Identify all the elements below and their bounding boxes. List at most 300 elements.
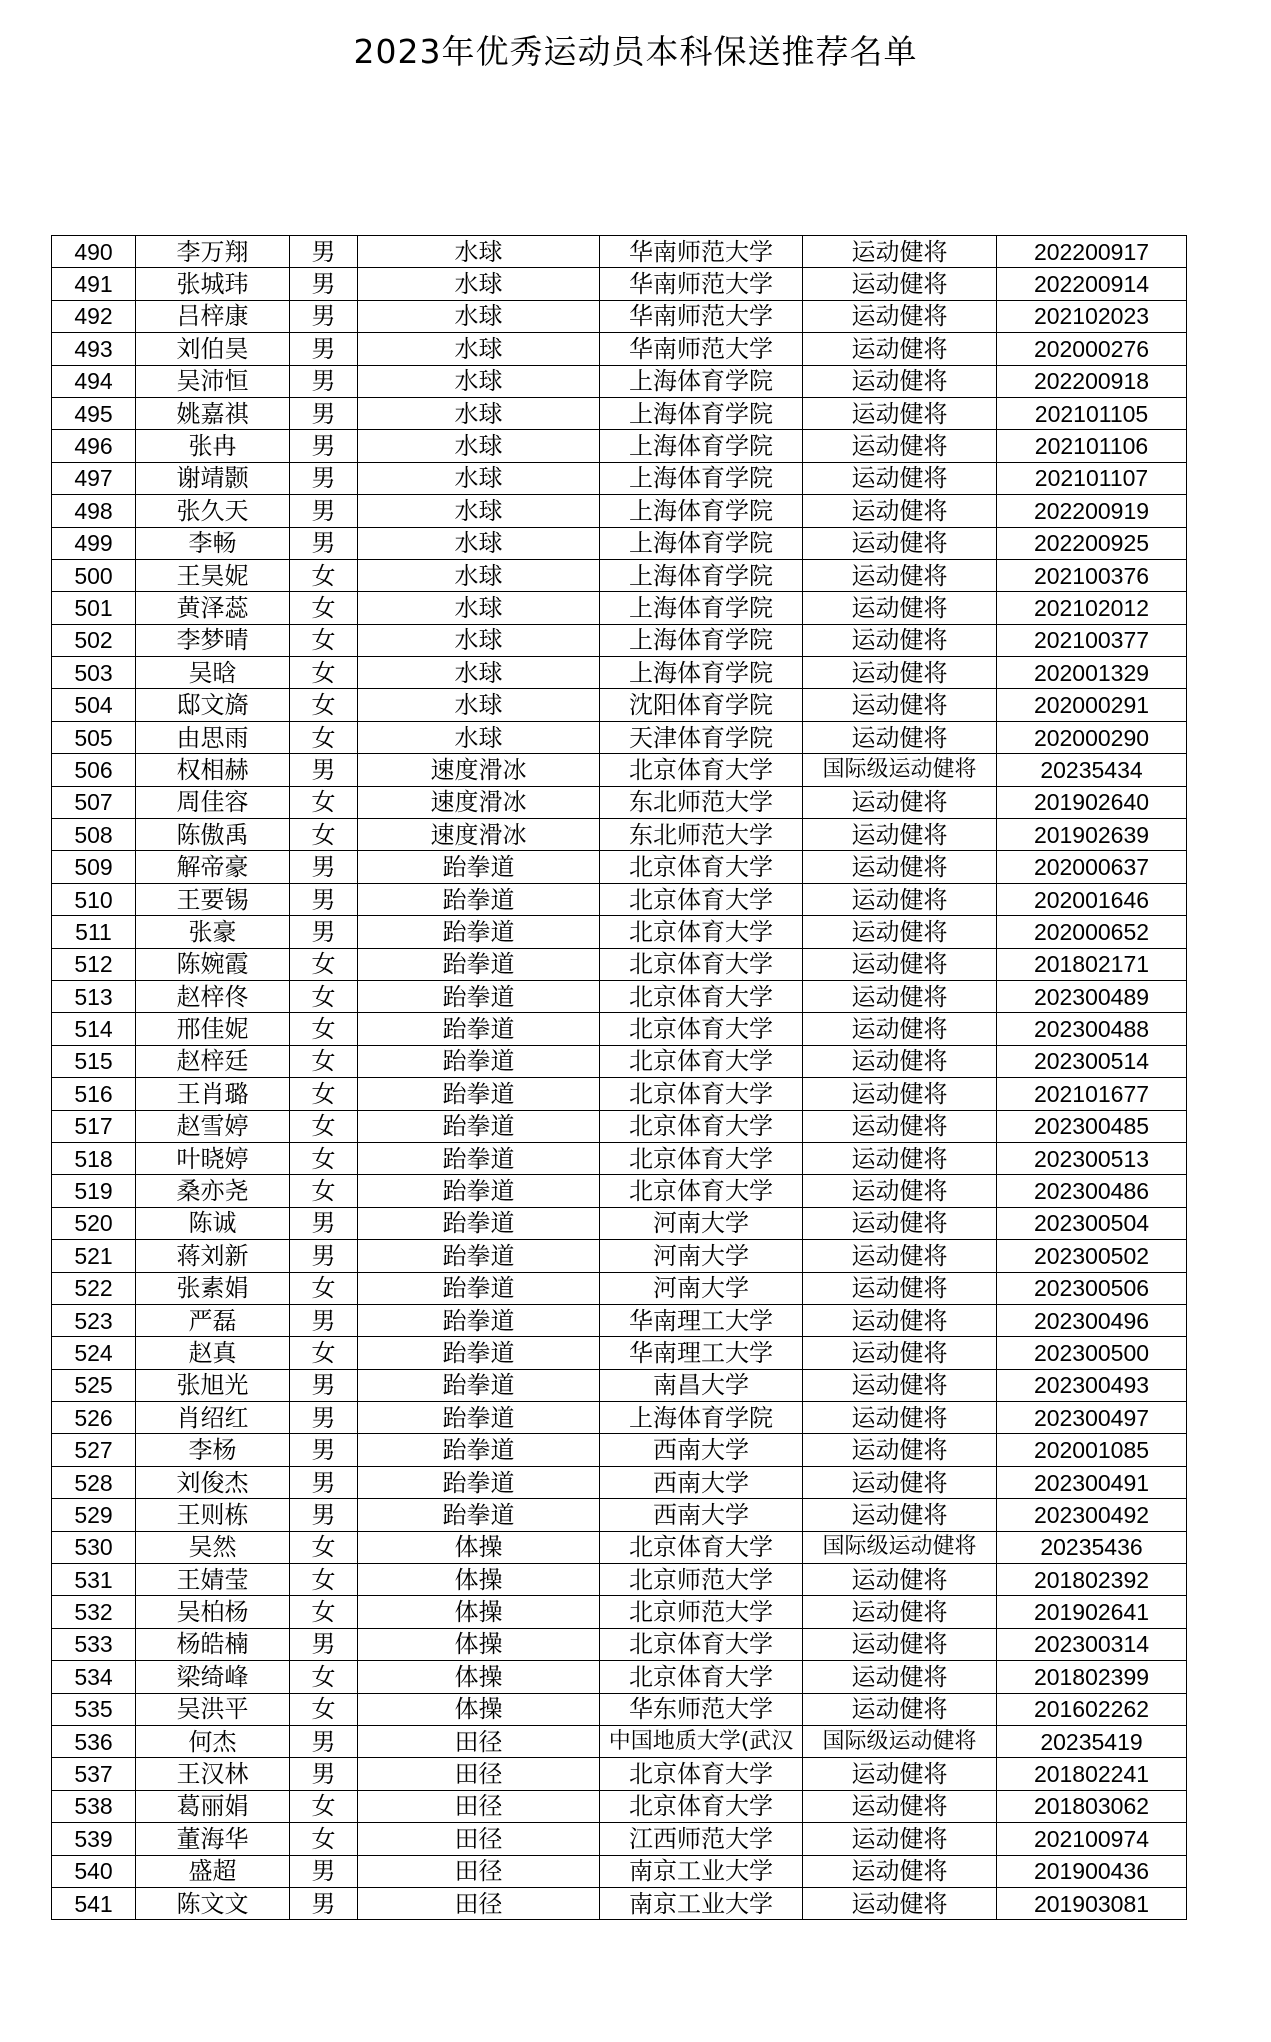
table-row	[52, 397, 1187, 429]
name-cell: 桑亦尧	[136, 1175, 290, 1207]
gender-cell: 男	[290, 1304, 358, 1336]
sport-cell: 体操	[358, 1628, 600, 1660]
sport-cell: 跆拳道	[358, 948, 600, 980]
school-cell: 上海体育学院	[600, 657, 803, 689]
school-cell: 上海体育学院	[600, 462, 803, 494]
gender-cell: 男	[290, 1207, 358, 1239]
table-row	[52, 462, 1187, 494]
name-cell: 董海华	[136, 1823, 290, 1855]
gender-cell: 女	[290, 559, 358, 591]
gender-cell: 女	[290, 1272, 358, 1304]
sport-cell: 水球	[358, 365, 600, 397]
school-cell: 南昌大学	[600, 1369, 803, 1401]
name-cell: 王肖璐	[136, 1078, 290, 1110]
level-cell: 运动健将	[803, 1628, 997, 1660]
serial-number-cell: 539	[52, 1823, 136, 1855]
serial-number-cell: 520	[52, 1207, 136, 1239]
school-cell: 华南师范大学	[600, 236, 803, 268]
certificate-number-cell: 201802392	[997, 1564, 1187, 1596]
table-row	[52, 721, 1187, 753]
school-cell: 北京师范大学	[600, 1596, 803, 1628]
certificate-number-cell: 201902640	[997, 786, 1187, 818]
serial-number-cell: 507	[52, 786, 136, 818]
sport-cell: 跆拳道	[358, 1402, 600, 1434]
name-cell: 吕梓康	[136, 300, 290, 332]
table-row	[52, 819, 1187, 851]
serial-number-cell: 509	[52, 851, 136, 883]
certificate-number-cell: 202300514	[997, 1045, 1187, 1077]
level-cell: 运动健将	[803, 1369, 997, 1401]
serial-number-cell: 512	[52, 948, 136, 980]
level-cell: 运动健将	[803, 883, 997, 915]
sport-cell: 田径	[358, 1823, 600, 1855]
name-cell: 王婧莹	[136, 1564, 290, 1596]
sport-cell: 水球	[358, 268, 600, 300]
table-row	[52, 1110, 1187, 1142]
certificate-number-cell: 202200914	[997, 268, 1187, 300]
sport-cell: 水球	[358, 236, 600, 268]
sport-cell: 跆拳道	[358, 1207, 600, 1239]
name-cell: 吴晗	[136, 657, 290, 689]
gender-cell: 男	[290, 527, 358, 559]
certificate-number-cell: 202300500	[997, 1337, 1187, 1369]
sport-cell: 跆拳道	[358, 1013, 600, 1045]
name-cell: 吴沛恒	[136, 365, 290, 397]
level-cell: 运动健将	[803, 495, 997, 527]
certificate-number-cell: 20235436	[997, 1531, 1187, 1563]
serial-number-cell: 531	[52, 1564, 136, 1596]
sport-cell: 跆拳道	[358, 851, 600, 883]
school-cell: 河南大学	[600, 1207, 803, 1239]
table-row	[52, 1855, 1187, 1887]
certificate-number-cell: 202101107	[997, 462, 1187, 494]
school-cell: 上海体育学院	[600, 365, 803, 397]
sport-cell: 田径	[358, 1855, 600, 1887]
serial-number-cell: 535	[52, 1693, 136, 1725]
table-row	[52, 1240, 1187, 1272]
school-cell: 上海体育学院	[600, 1402, 803, 1434]
level-cell: 运动健将	[803, 1110, 997, 1142]
school-cell: 沈阳体育学院	[600, 689, 803, 721]
table-row	[52, 495, 1187, 527]
school-cell: 北京体育大学	[600, 1531, 803, 1563]
certificate-number-cell: 202100376	[997, 559, 1187, 591]
table-row	[52, 1369, 1187, 1401]
level-cell: 运动健将	[803, 657, 997, 689]
gender-cell: 男	[290, 1466, 358, 1498]
level-cell: 运动健将	[803, 1790, 997, 1822]
sport-cell: 跆拳道	[358, 1240, 600, 1272]
name-cell: 吴柏杨	[136, 1596, 290, 1628]
level-cell: 运动健将	[803, 819, 997, 851]
serial-number-cell: 534	[52, 1661, 136, 1693]
level-cell: 运动健将	[803, 365, 997, 397]
certificate-number-cell: 202101105	[997, 397, 1187, 429]
name-cell: 邢佳妮	[136, 1013, 290, 1045]
table-row	[52, 527, 1187, 559]
school-cell: 北京体育大学	[600, 851, 803, 883]
sport-cell: 水球	[358, 462, 600, 494]
sport-cell: 水球	[358, 333, 600, 365]
gender-cell: 女	[290, 1045, 358, 1077]
level-cell: 运动健将	[803, 592, 997, 624]
level-cell: 运动健将	[803, 268, 997, 300]
level-cell: 运动健将	[803, 1499, 997, 1531]
serial-number-cell: 521	[52, 1240, 136, 1272]
sport-cell: 水球	[358, 495, 600, 527]
school-cell: 西南大学	[600, 1466, 803, 1498]
level-cell: 运动健将	[803, 1175, 997, 1207]
level-cell: 运动健将	[803, 397, 997, 429]
table-row	[52, 1272, 1187, 1304]
gender-cell: 男	[290, 1434, 358, 1466]
level-cell: 运动健将	[803, 1596, 997, 1628]
gender-cell: 男	[290, 430, 358, 462]
serial-number-cell: 518	[52, 1142, 136, 1174]
table-row	[52, 1078, 1187, 1110]
level-cell: 运动健将	[803, 1855, 997, 1887]
school-cell: 北京体育大学	[600, 1013, 803, 1045]
table-row	[52, 980, 1187, 1012]
certificate-number-cell: 202100974	[997, 1823, 1187, 1855]
level-cell: 运动健将	[803, 980, 997, 1012]
serial-number-cell: 510	[52, 883, 136, 915]
school-cell: 北京师范大学	[600, 1564, 803, 1596]
table-row	[52, 624, 1187, 656]
table-row	[52, 333, 1187, 365]
level-cell: 运动健将	[803, 916, 997, 948]
gender-cell: 女	[290, 689, 358, 721]
school-cell: 上海体育学院	[600, 527, 803, 559]
certificate-number-cell: 20235434	[997, 754, 1187, 786]
table-row	[52, 1758, 1187, 1790]
serial-number-cell: 505	[52, 721, 136, 753]
name-cell: 陈诚	[136, 1207, 290, 1239]
gender-cell: 男	[290, 1887, 358, 1919]
sport-cell: 跆拳道	[358, 1304, 600, 1336]
name-cell: 张城玮	[136, 268, 290, 300]
serial-number-cell: 508	[52, 819, 136, 851]
level-cell: 运动健将	[803, 1434, 997, 1466]
certificate-number-cell: 202300491	[997, 1466, 1187, 1498]
sport-cell: 水球	[358, 430, 600, 462]
certificate-number-cell: 202300496	[997, 1304, 1187, 1336]
table-row	[52, 1045, 1187, 1077]
name-cell: 张旭光	[136, 1369, 290, 1401]
table-row	[52, 1790, 1187, 1822]
certificate-number-cell: 201902639	[997, 819, 1187, 851]
name-cell: 叶晓婷	[136, 1142, 290, 1174]
serial-number-cell: 492	[52, 300, 136, 332]
level-cell: 国际级运动健将	[803, 1725, 997, 1757]
school-cell: 华南师范大学	[600, 300, 803, 332]
school-cell: 中国地质大学(武汉	[600, 1725, 803, 1757]
table-row	[52, 1142, 1187, 1174]
gender-cell: 女	[290, 1142, 358, 1174]
sport-cell: 水球	[358, 624, 600, 656]
level-cell: 运动健将	[803, 1466, 997, 1498]
gender-cell: 女	[290, 980, 358, 1012]
certificate-number-cell: 202200918	[997, 365, 1187, 397]
serial-number-cell: 532	[52, 1596, 136, 1628]
table-body	[52, 236, 1187, 1920]
name-cell: 王昊妮	[136, 559, 290, 591]
name-cell: 李杨	[136, 1434, 290, 1466]
gender-cell: 女	[290, 1531, 358, 1563]
gender-cell: 男	[290, 462, 358, 494]
school-cell: 北京体育大学	[600, 754, 803, 786]
certificate-number-cell: 202000290	[997, 721, 1187, 753]
serial-number-cell: 537	[52, 1758, 136, 1790]
school-cell: 北京体育大学	[600, 1142, 803, 1174]
name-cell: 张久天	[136, 495, 290, 527]
sport-cell: 跆拳道	[358, 1142, 600, 1174]
certificate-number-cell: 202300488	[997, 1013, 1187, 1045]
recommendation-table	[51, 235, 1187, 1920]
serial-number-cell: 500	[52, 559, 136, 591]
serial-number-cell: 516	[52, 1078, 136, 1110]
gender-cell: 女	[290, 1823, 358, 1855]
gender-cell: 男	[290, 1855, 358, 1887]
name-cell: 蒋刘新	[136, 1240, 290, 1272]
serial-number-cell: 540	[52, 1855, 136, 1887]
certificate-number-cell: 201802399	[997, 1661, 1187, 1693]
gender-cell: 女	[290, 1110, 358, 1142]
level-cell: 运动健将	[803, 1045, 997, 1077]
school-cell: 华南师范大学	[600, 333, 803, 365]
school-cell: 北京体育大学	[600, 1110, 803, 1142]
school-cell: 上海体育学院	[600, 430, 803, 462]
level-cell: 运动健将	[803, 527, 997, 559]
table-row	[52, 236, 1187, 268]
name-cell: 杨皓楠	[136, 1628, 290, 1660]
gender-cell: 男	[290, 754, 358, 786]
sport-cell: 田径	[358, 1887, 600, 1919]
certificate-number-cell: 202000652	[997, 916, 1187, 948]
table-row	[52, 1823, 1187, 1855]
certificate-number-cell: 202000637	[997, 851, 1187, 883]
gender-cell: 男	[290, 883, 358, 915]
level-cell: 运动健将	[803, 1013, 997, 1045]
gender-cell: 男	[290, 365, 358, 397]
school-cell: 上海体育学院	[600, 624, 803, 656]
name-cell: 张豪	[136, 916, 290, 948]
certificate-number-cell: 202102012	[997, 592, 1187, 624]
school-cell: 江西师范大学	[600, 1823, 803, 1855]
certificate-number-cell: 201802171	[997, 948, 1187, 980]
level-cell: 运动健将	[803, 1887, 997, 1919]
level-cell: 运动健将	[803, 1402, 997, 1434]
sport-cell: 体操	[358, 1693, 600, 1725]
school-cell: 上海体育学院	[600, 495, 803, 527]
gender-cell: 男	[290, 236, 358, 268]
table-row	[52, 1693, 1187, 1725]
table-row	[52, 851, 1187, 883]
serial-number-cell: 506	[52, 754, 136, 786]
certificate-number-cell: 202000291	[997, 689, 1187, 721]
school-cell: 北京体育大学	[600, 916, 803, 948]
sport-cell: 跆拳道	[358, 1078, 600, 1110]
gender-cell: 女	[290, 1693, 358, 1725]
school-cell: 东北师范大学	[600, 786, 803, 818]
level-cell: 运动健将	[803, 1207, 997, 1239]
table-row	[52, 916, 1187, 948]
gender-cell: 男	[290, 495, 358, 527]
level-cell: 运动健将	[803, 333, 997, 365]
name-cell: 赵雪婷	[136, 1110, 290, 1142]
sport-cell: 水球	[358, 559, 600, 591]
serial-number-cell: 522	[52, 1272, 136, 1304]
table-row	[52, 1337, 1187, 1369]
school-cell: 北京体育大学	[600, 1628, 803, 1660]
serial-number-cell: 515	[52, 1045, 136, 1077]
name-cell: 刘俊杰	[136, 1466, 290, 1498]
table-row	[52, 1531, 1187, 1563]
level-cell: 运动健将	[803, 1661, 997, 1693]
level-cell: 运动健将	[803, 462, 997, 494]
certificate-number-cell: 202101106	[997, 430, 1187, 462]
gender-cell: 男	[290, 397, 358, 429]
school-cell: 河南大学	[600, 1240, 803, 1272]
name-cell: 张冉	[136, 430, 290, 462]
sport-cell: 跆拳道	[358, 1045, 600, 1077]
table-row	[52, 430, 1187, 462]
certificate-number-cell: 202200917	[997, 236, 1187, 268]
table-row	[52, 689, 1187, 721]
name-cell: 吴然	[136, 1531, 290, 1563]
certificate-number-cell: 201803062	[997, 1790, 1187, 1822]
serial-number-cell: 530	[52, 1531, 136, 1563]
name-cell: 周佳容	[136, 786, 290, 818]
sport-cell: 跆拳道	[358, 1337, 600, 1369]
name-cell: 黄泽蕊	[136, 592, 290, 624]
school-cell: 北京体育大学	[600, 883, 803, 915]
serial-number-cell: 525	[52, 1369, 136, 1401]
serial-number-cell: 490	[52, 236, 136, 268]
table-row	[52, 1175, 1187, 1207]
serial-number-cell: 498	[52, 495, 136, 527]
serial-number-cell: 527	[52, 1434, 136, 1466]
certificate-number-cell: 201903081	[997, 1887, 1187, 1919]
gender-cell: 女	[290, 1078, 358, 1110]
gender-cell: 女	[290, 624, 358, 656]
serial-number-cell: 513	[52, 980, 136, 1012]
level-cell: 运动健将	[803, 1693, 997, 1725]
serial-number-cell: 493	[52, 333, 136, 365]
serial-number-cell: 533	[52, 1628, 136, 1660]
certificate-number-cell: 202000276	[997, 333, 1187, 365]
serial-number-cell: 494	[52, 365, 136, 397]
name-cell: 肖绍红	[136, 1402, 290, 1434]
name-cell: 姚嘉祺	[136, 397, 290, 429]
sport-cell: 跆拳道	[358, 1369, 600, 1401]
certificate-number-cell: 202300504	[997, 1207, 1187, 1239]
school-cell: 华南师范大学	[600, 268, 803, 300]
name-cell: 严磊	[136, 1304, 290, 1336]
table-row	[52, 1887, 1187, 1919]
sport-cell: 跆拳道	[358, 1434, 600, 1466]
name-cell: 陈婉霞	[136, 948, 290, 980]
gender-cell: 男	[290, 1758, 358, 1790]
name-cell: 谢靖颢	[136, 462, 290, 494]
serial-number-cell: 502	[52, 624, 136, 656]
table-row	[52, 300, 1187, 332]
gender-cell: 女	[290, 1596, 358, 1628]
certificate-number-cell: 20235419	[997, 1725, 1187, 1757]
level-cell: 运动健将	[803, 1304, 997, 1336]
serial-number-cell: 538	[52, 1790, 136, 1822]
certificate-number-cell: 202300513	[997, 1142, 1187, 1174]
serial-number-cell: 511	[52, 916, 136, 948]
serial-number-cell: 529	[52, 1499, 136, 1531]
level-cell: 运动健将	[803, 1272, 997, 1304]
name-cell: 梁绮峰	[136, 1661, 290, 1693]
gender-cell: 女	[290, 1790, 358, 1822]
table-row	[52, 268, 1187, 300]
table-row	[52, 754, 1187, 786]
gender-cell: 女	[290, 721, 358, 753]
serial-number-cell: 491	[52, 268, 136, 300]
level-cell: 运动健将	[803, 721, 997, 753]
sport-cell: 跆拳道	[358, 1175, 600, 1207]
serial-number-cell: 526	[52, 1402, 136, 1434]
sport-cell: 速度滑冰	[358, 754, 600, 786]
sport-cell: 跆拳道	[358, 916, 600, 948]
gender-cell: 男	[290, 916, 358, 948]
table-row	[52, 1596, 1187, 1628]
level-cell: 运动健将	[803, 1078, 997, 1110]
certificate-number-cell: 201802241	[997, 1758, 1187, 1790]
level-cell: 国际级运动健将	[803, 754, 997, 786]
school-cell: 西南大学	[600, 1434, 803, 1466]
sport-cell: 水球	[358, 657, 600, 689]
school-cell: 北京体育大学	[600, 948, 803, 980]
certificate-number-cell: 202200925	[997, 527, 1187, 559]
certificate-number-cell: 201900436	[997, 1855, 1187, 1887]
sport-cell: 跆拳道	[358, 1272, 600, 1304]
serial-number-cell: 499	[52, 527, 136, 559]
table-row	[52, 1628, 1187, 1660]
level-cell: 运动健将	[803, 559, 997, 591]
name-cell: 由思雨	[136, 721, 290, 753]
name-cell: 盛超	[136, 1855, 290, 1887]
sport-cell: 速度滑冰	[358, 819, 600, 851]
name-cell: 葛丽娟	[136, 1790, 290, 1822]
certificate-number-cell: 201602262	[997, 1693, 1187, 1725]
name-cell: 解帝豪	[136, 851, 290, 883]
gender-cell: 男	[290, 1628, 358, 1660]
school-cell: 北京体育大学	[600, 1790, 803, 1822]
page-title: 2023年优秀运动员本科保送推荐名单	[353, 32, 918, 71]
school-cell: 西南大学	[600, 1499, 803, 1531]
certificate-number-cell: 202300314	[997, 1628, 1187, 1660]
certificate-number-cell: 202300502	[997, 1240, 1187, 1272]
table-row	[52, 1304, 1187, 1336]
serial-number-cell: 497	[52, 462, 136, 494]
sport-cell: 体操	[358, 1564, 600, 1596]
sport-cell: 田径	[358, 1758, 600, 1790]
school-cell: 华东师范大学	[600, 1693, 803, 1725]
level-cell: 运动健将	[803, 300, 997, 332]
school-cell: 北京体育大学	[600, 1045, 803, 1077]
certificate-number-cell: 202300485	[997, 1110, 1187, 1142]
gender-cell: 女	[290, 1337, 358, 1369]
sport-cell: 水球	[358, 397, 600, 429]
gender-cell: 女	[290, 786, 358, 818]
name-cell: 赵真	[136, 1337, 290, 1369]
gender-cell: 女	[290, 1013, 358, 1045]
serial-number-cell: 523	[52, 1304, 136, 1336]
